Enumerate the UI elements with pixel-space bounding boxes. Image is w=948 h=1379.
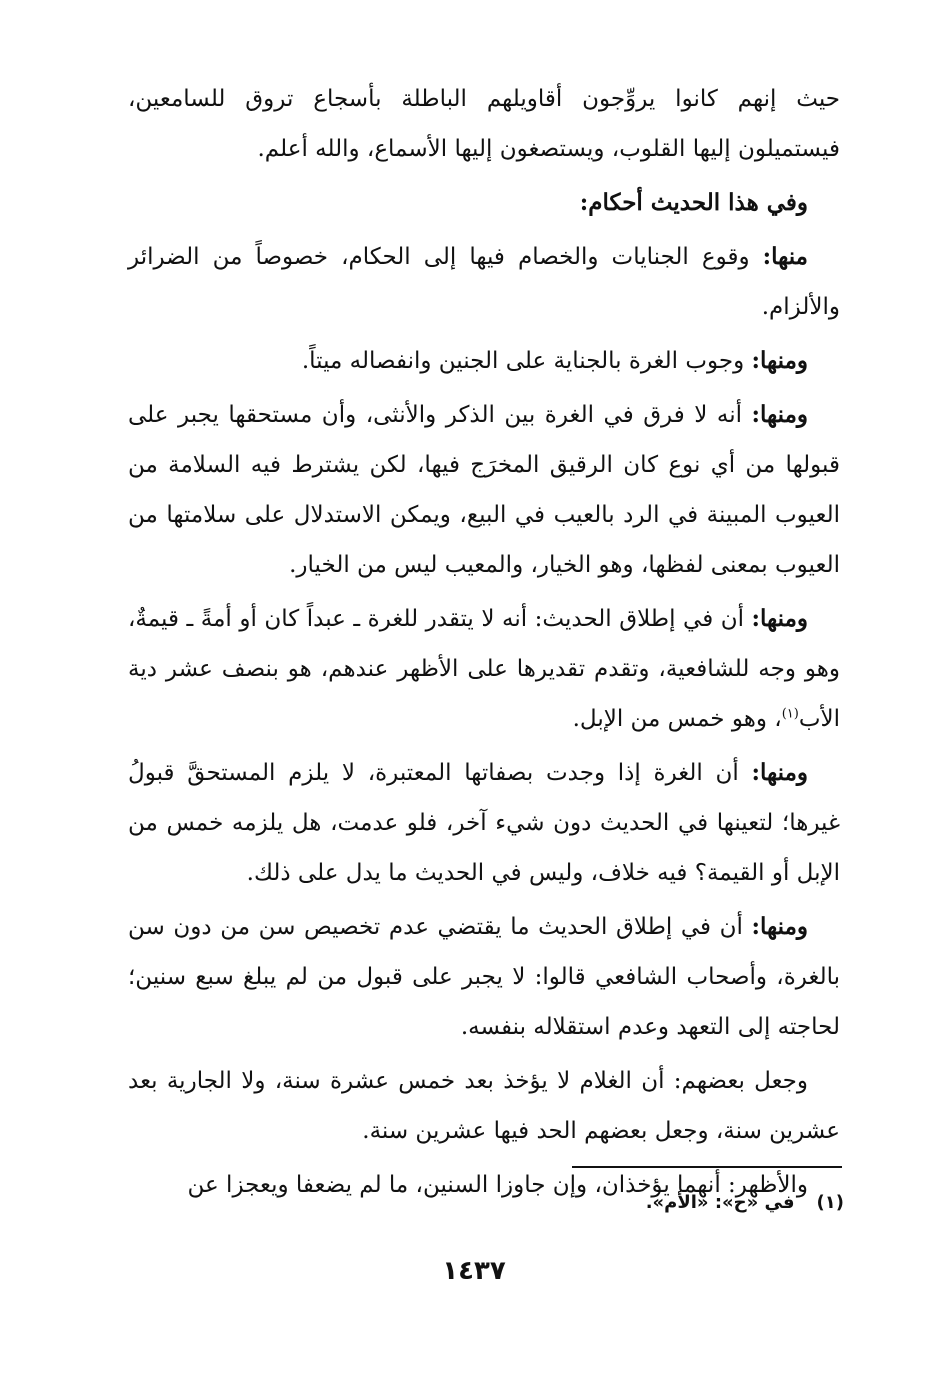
paragraph-3-text: وقوع الجنايات والخصام فيها إلى الحكام، خصوصاً من الضرائر والألزام. — [128, 244, 840, 320]
paragraph-6 — [128, 594, 840, 744]
paragraph-8-text: أن في إطلاق الحديث ما يقتضي عدم تخصيص سن من دون سن بالغرة، وأصحاب الشافعي قالوا: لا يجبر على قبول من لم يبلغ سبع سنين؛ لحاجته إلى التعهد وعدم استقلاله بنفسه. — [128, 914, 840, 1040]
footnote — [646, 1192, 844, 1213]
paragraph-6-tail: ، وهو خمس من الإبل. — [572, 706, 782, 732]
paragraph-6-lead: ومنها: — [751, 605, 808, 632]
paragraph-1 — [128, 74, 840, 174]
paragraph-9 — [128, 1056, 840, 1156]
footnote-text: في «ح»: «الأم». — [645, 1192, 795, 1213]
page-body — [128, 74, 840, 1214]
paragraph-8-lead: ومنها: — [751, 913, 808, 940]
paragraph-6-text: أن في إطلاق الحديث: أنه لا يتقدر للغرة ـ عبداً كان أو أمةً ـ قيمةٌ، وهو وجه للشافعية، وتقدم تقديرها على الأظهر عندهم، هو بنصف عشر دية الأب — [128, 606, 840, 732]
paragraph-7-text: أن الغرة إذا وجدت بصفاتها المعتبرة، لا يلزم المستحقَّ قبولُ غيرها؛ لتعينها في الحديث دون شيء آخر، فلو عدمت، هل يلزمه خمس من الإبل أو القيمة؟ فيه خلاف، وليس في الحديث ما يدل على ذلك. — [128, 760, 840, 886]
paragraph-10-text: والأظهر: أنهما يؤخذان، وإن جاوزا السنين، ما لم يضعفا ويعجزا عن — [187, 1172, 808, 1198]
paragraph-4 — [128, 336, 840, 386]
paragraph-5 — [128, 390, 840, 590]
paragraph-5-text: أنه لا فرق في الغرة بين الذكر والأنثى، وأن مستحقها يجبر على قبولها من أي نوع كان الرقيق المخرَج فيها، لكن يشترط فيه السلامة من العيوب المبينة في الرد بالعيب في البيع، ويمكن الاستدلال على سلامتها من العيوب بمعنى لفظها، وهو الخيار، والمعيب ليس من الخيار. — [128, 402, 840, 578]
paragraph-7-lead: ومنها: — [751, 759, 808, 786]
paragraph-8 — [128, 902, 840, 1052]
section-heading-text: وفي هذا الحديث أحكام: — [579, 189, 808, 216]
footnote-number: (١) — [816, 1192, 844, 1213]
paragraph-7 — [128, 748, 840, 898]
paragraph-5-lead: ومنها: — [751, 401, 808, 428]
page-number: ١٤٣٧ — [442, 1256, 506, 1286]
paragraph-1-text: حيث إنهم كانوا يروِّجون أقاويلهم الباطلة بأسجاع تروق للسامعين، فيستميلون إليها القلوب، ويستصغون إليها الأسماع، والله أعلم. — [128, 86, 840, 162]
section-heading — [128, 178, 840, 228]
footnote-divider — [572, 1166, 842, 1168]
paragraph-3 — [128, 232, 840, 332]
paragraph-4-lead: ومنها: — [751, 347, 808, 374]
paragraph-3-lead: منها: — [762, 243, 808, 270]
paragraph-9-text: وجعل بعضهم: أن الغلام لا يؤخذ بعد خمس عشرة سنة، ولا الجارية بعد عشرين سنة، وجعل بعضهم الحد فيها عشرين سنة. — [128, 1068, 840, 1144]
footnote-reference[interactable]: (١) — [781, 706, 799, 722]
paragraph-4-text: وجوب الغرة بالجناية على الجنين وانفصاله ميتاً. — [301, 348, 752, 374]
